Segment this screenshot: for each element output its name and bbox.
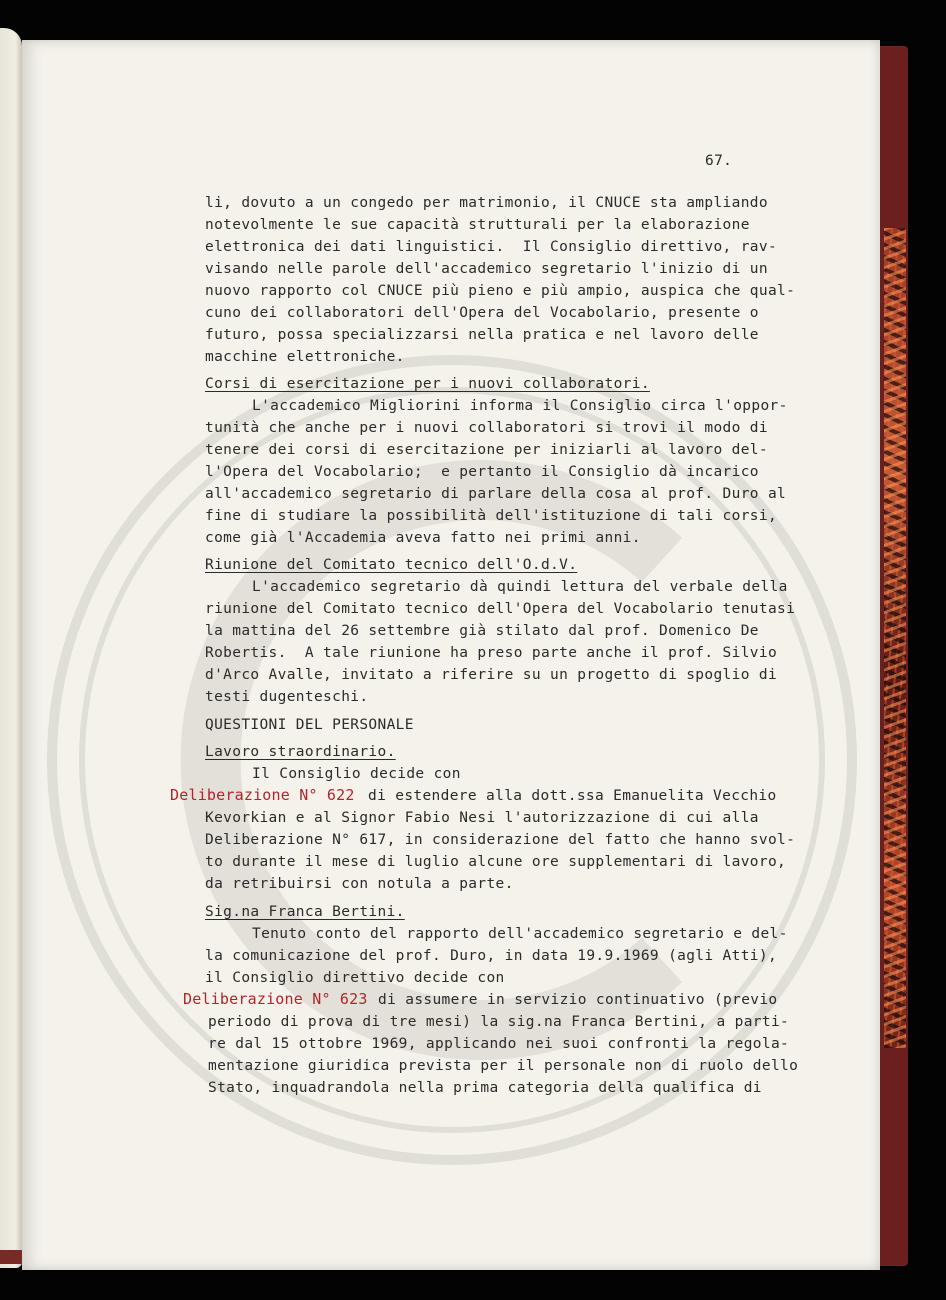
left-page-edge — [0, 28, 22, 1268]
text-line: Deliberazione N° 617, in considerazione del fatto che hanno svol- — [205, 832, 796, 848]
text-line: come già l'Accademia aveva fatto nei primi anni. — [205, 530, 641, 546]
text-line: li, dovuto a un congedo per matrimonio, il CNUCE sta ampliando — [205, 195, 768, 211]
text-line: di assumere in servizio continuativo (previo — [378, 992, 778, 1008]
text-line: periodo di prova di tre mesi) la sig.na Franca Bertini, a parti- — [208, 1014, 790, 1030]
section-heading-lavoro: Lavoro straordinario. — [205, 744, 396, 760]
text-line: da retribuirsi con notula a parte. — [205, 876, 514, 892]
text-line: d'Arco Avalle, invitato a riferire su un progetto di spoglio di — [205, 667, 778, 683]
text-line: tenere dei corsi di esercitazione per iniziarli al lavoro del- — [205, 442, 768, 458]
page-number: 67. — [705, 153, 733, 169]
text-line: notevolmente le sue capacità strutturali per la elaborazione — [205, 217, 750, 233]
text-line: Robertis. A tale riunione ha preso parte anche il prof. Silvio — [205, 645, 778, 661]
text-line: Stato, inquadrandola nella prima categoria della qualifica di — [208, 1080, 762, 1096]
text-line: l'Opera del Vocabolario; e pertanto il Consiglio dà incarico — [205, 464, 759, 480]
text-line: Il Consiglio decide con — [252, 766, 461, 782]
deliberation-number-622: Deliberazione N° 622 — [170, 786, 355, 804]
text-line: fine di studiare la possibilità dell'istituzione di tali corsi, — [205, 508, 778, 524]
marbled-endpaper — [884, 228, 906, 1048]
deliberation-number-623: Deliberazione N° 623 — [183, 990, 368, 1008]
text-line: all'accademico segretario di parlare della cosa al prof. Duro al — [205, 486, 787, 502]
section-heading-personale: QUESTIONI DEL PERSONALE — [205, 717, 414, 733]
text-line: il Consiglio direttivo decide con — [205, 970, 505, 986]
text-line: macchine elettroniche. — [205, 349, 405, 365]
text-line: visando nelle parole dell'accademico segretario l'inizio di un — [205, 261, 768, 277]
text-line: futuro, possa specializzarsi nella pratica e nel lavoro delle — [205, 327, 759, 343]
text-line: riunione del Comitato tecnico dell'Opera del Vocabolario tenutasi — [205, 601, 796, 617]
text-line: Tenuto conto del rapporto dell'accademico segretario e del- — [252, 926, 788, 942]
section-heading-riunione: Riunione del Comitato tecnico dell'O.d.V. — [205, 557, 578, 573]
text-line: L'accademico Migliorini informa il Consiglio circa l'oppor- — [252, 398, 788, 414]
text-line: Kevorkian e al Signor Fabio Nesi l'autorizzazione di cui alla — [205, 810, 759, 826]
text-line: elettronica dei dati linguistici. Il Consiglio direttivo, rav- — [205, 239, 778, 255]
section-heading-bertini: Sig.na Franca Bertini. — [205, 904, 405, 920]
text-line: re dal 15 ottobre 1969, applicando nei suoi confronti la regola- — [208, 1036, 790, 1052]
text-line: mentazione giuridica prevista per il personale non di ruolo dello — [208, 1058, 799, 1074]
text-line: di estendere alla dott.ssa Emanuelita Vecchio — [368, 788, 777, 804]
section-heading-corsi: Corsi di esercitazione per i nuovi collaboratori. — [205, 376, 650, 392]
text-line: testi dugenteschi. — [205, 689, 369, 705]
text-line: la mattina del 26 settembre già stilato dal prof. Domenico De — [205, 623, 759, 639]
text-line: la comunicazione del prof. Duro, in data 19.9.1969 (agli Atti), — [205, 948, 778, 964]
text-line: nuovo rapporto col CNUCE più pieno e più ampio, auspica che qual- — [205, 283, 796, 299]
text-line: tunità che anche per i nuovi collaboratori si trovi il modo di — [205, 420, 768, 436]
text-line: to durante il mese di luglio alcune ore supplementari di lavoro, — [205, 854, 787, 870]
text-line: L'accademico segretario dà quindi lettura del verbale della — [252, 579, 788, 595]
text-line: cuno dei collaboratori dell'Opera del Vocabolario, presente o — [205, 305, 759, 321]
